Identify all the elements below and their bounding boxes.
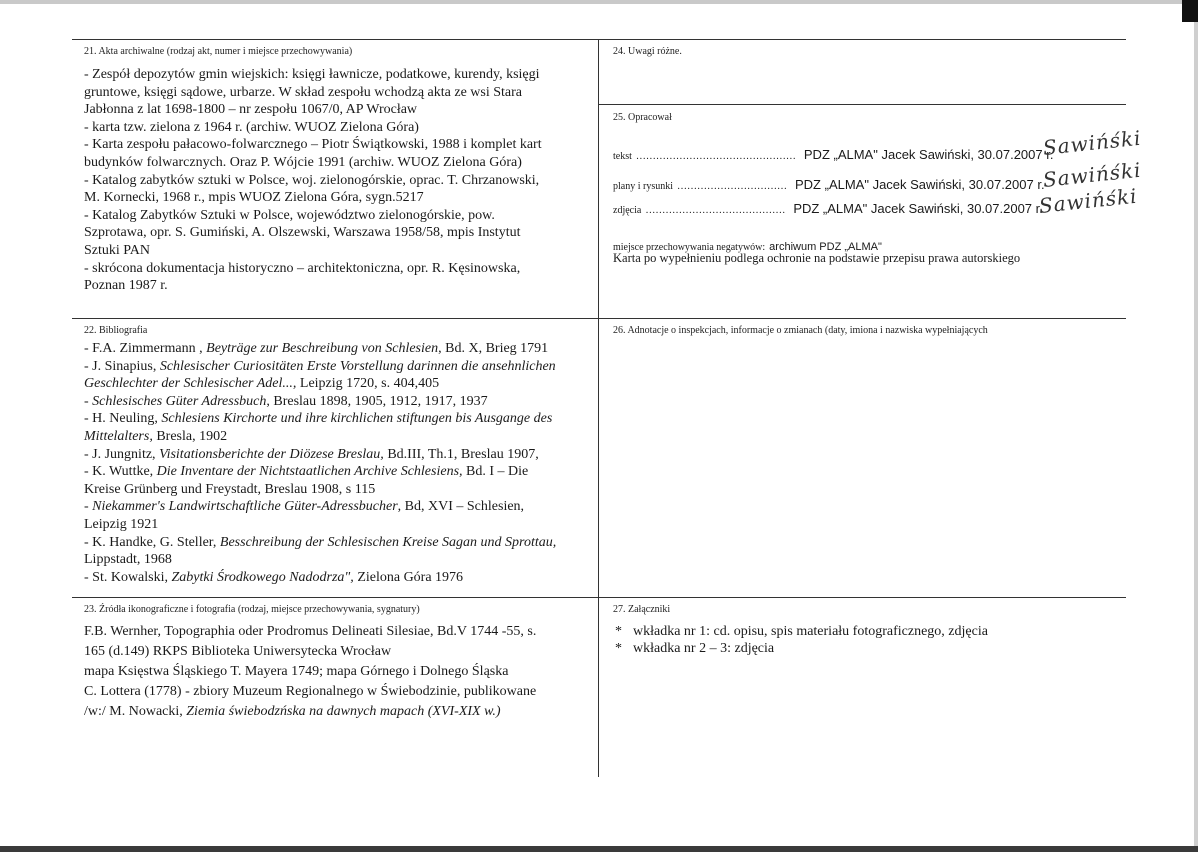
section-21-body: [84, 66, 590, 295]
text-line: Poznan 1987 r.: [84, 278, 168, 294]
text-line: Sztuki PAN: [84, 242, 151, 258]
text-line: - Katalog zabytków sztuki w Polsce, woj. zielonogórskie, oprac. T. Chrzanowski,: [84, 172, 540, 188]
rule-24-25: [598, 104, 1126, 105]
text-line: - K. Wuttke, Die Inventare der Nichtstaatlichen Archive Schlesiens, Bd. I – Die: [84, 464, 529, 480]
text-line: - skrócona dokumentacja historyczno – architektoniczna, opr. R. Kęsinowska,: [84, 260, 521, 276]
text-line: C. Lottera (1778) - zbiory Muzeum Regionalnego w Świebodzinie, publikowane: [84, 684, 537, 699]
text-line: /w:/ M. Nowacki, Ziemia świebodzńska na dawnych mapach (XVI-XIX w.): [84, 704, 501, 719]
text-line: Jabłonna z lat 1698-1800 – nr zespołu 1067/0, AP Wrocław: [84, 102, 418, 118]
text-line: - F.A. Zimmermann , Beyträge zur Beschreibung von Schlesien, Bd. X, Brieg 1791: [84, 341, 549, 356]
signature-3: Sawińśki: [1037, 183, 1139, 218]
section-22-bibliography: [84, 325, 594, 586]
section-27-header: 27. Załączniki: [613, 604, 671, 615]
section-21-archival-records: [84, 46, 590, 295]
negatives-storage: miejsce przechowywania negatywów: archiwum PDZ „ALMA": [613, 241, 882, 253]
prepared-row-plans: plany i rysunki …………………………… PDZ „ALMA" Jacek Sawiński, 30.07.2007 r.: [613, 177, 1045, 192]
text-line: - Katalog Zabytków Sztuki w Polsce, województwo zielonogórskie, pow.: [84, 207, 495, 223]
section-27-attachments: [613, 604, 1123, 657]
text-line: - Karta zespołu pałacowo-folwarcznego – Piotr Świątkowski, 1988 i komplet kart: [84, 137, 542, 153]
text-line: 165 (d.149) RKPS Biblioteka Uniwersytecka Wrocław: [84, 644, 392, 659]
text-line: - J. Sinapius, Schlesischer Curiositäten Erste Vorstellung darinnen die ansehnlichen: [84, 358, 556, 374]
prepared-row-text: tekst ………………………………………… PDZ „ALMA" Jacek Sawiński, 30.07.2007 r.: [613, 147, 1054, 162]
text-line: - K. Handke, G. Steller, Besschreibung der Schlesischen Kreise Sagan und Sprottau,: [84, 534, 557, 550]
text-line: Szprotawa, opr. S. Gumiński, A. Olszewski, Warszawa 1958/58, mpis Instytut: [84, 225, 521, 241]
section-26-inspection-notes: [613, 325, 1123, 337]
text-line: Leipzig 1921: [84, 516, 159, 532]
rule-row1: [72, 318, 1126, 319]
text-line: M. Kornecki, 1968 r., mpis WUOZ Zielona Góra, sygn.5217: [84, 190, 424, 206]
section-23-header: 23. Źródła ikonograficzne i fotografia (rodzaj, miejsce przechowywania, sygnatury): [84, 604, 420, 615]
section-21-header: 21. Akta archiwalne (rodzaj akt, numer i miejsce przechowywania): [84, 46, 353, 57]
text-line: - Niekammer's Landwirtschaftliche Güter-Adressbucher, Bd, XVI – Schlesien,: [84, 499, 525, 515]
text-line: - H. Neuling, Schlesiens Kirchorte und ihre kirchlichen stiftungen bis Ausgange des: [84, 411, 553, 427]
text-line: - J. Jungnitz, Visitationsberichte der Diözese Breslau, Bd.III, Th.1, Breslau 1907,: [84, 446, 539, 462]
copyright-note: Karta po wypełnieniu podlega ochronie na podstawie przepisu prawa autorskiego: [613, 251, 1021, 265]
attachments-list: [613, 623, 1123, 657]
text-line: Lippstadt, 1968: [84, 552, 172, 568]
text-line: Kreise Grünberg und Freystadt, Breslau 1908, s 115: [84, 481, 376, 497]
signature-2: Sawińśki: [1041, 157, 1143, 192]
section-25-prepared-by: [613, 112, 1143, 312]
section-23-body: [84, 622, 594, 722]
signature-1: Sawińśki: [1041, 125, 1143, 160]
text-line: - Zespół depozytów gmin wiejskich: księgi ławnicze, podatkowe, kurendy, księgi: [84, 67, 540, 82]
text-line: - karta tzw. zielona z 1964 r. (archiw. WUOZ Zielona Góra): [84, 119, 419, 135]
section-22-body: [84, 340, 594, 586]
text-line: budynków folwarcznych. Oraz P. Wójcie 1991 (archiw. WUOZ Zielona Góra): [84, 154, 522, 170]
attachment-item: * wkładka nr 1: cd. opisu, spis materiału fotograficznego, zdjęcia: [615, 624, 988, 639]
rule-center: [598, 39, 599, 777]
text-line: Mittelalters, Bresla, 1902: [84, 428, 228, 444]
scan-edge-bottom: [0, 846, 1198, 852]
attachment-item: * wkładka nr 2 – 3: zdjęcia: [615, 641, 775, 656]
scan-corner-mark: [1182, 0, 1198, 22]
text-line: mapa Księstwa Śląskiego T. Mayera 1749; mapa Górnego i Dolnego Śląska: [84, 664, 509, 679]
scan-edge-right: [1194, 0, 1198, 852]
scan-edge-top: [0, 0, 1198, 4]
section-24-remarks: [613, 46, 1113, 58]
section-26-header: 26. Adnotacje o inspekcjach, informacje o zmianach (daty, imiona i nazwiska wypełniających: [613, 325, 988, 336]
text-line: Geschlechter der Schlesischer Adel..., Leipzig 1720, s. 404,405: [84, 376, 440, 392]
prepared-row-photos: zdjęcia …………………………………… PDZ „ALMA" Jacek Sawiński, 30.07.2007 r.: [613, 201, 1043, 216]
section-24-header: 24. Uwagi różne.: [613, 46, 682, 57]
text-line: F.B. Wernher, Topographia oder Prodromus Delineati Silesiae, Bd.V 1744 -55, s.: [84, 624, 537, 639]
section-25-header: 25. Opracował: [613, 112, 672, 123]
text-line: - Schlesisches Güter Adressbuch, Breslau 1898, 1905, 1912, 1917, 1937: [84, 393, 488, 409]
section-22-header: 22. Bibliografia: [84, 325, 148, 336]
section-23-iconographic-sources: [84, 604, 594, 722]
text-line: - St. Kowalski, Zabytki Środkowego Nadodrza", Zielona Góra 1976: [84, 569, 464, 585]
text-line: gruntowe, księgi sądowe, urbarze. W skład zespołu wchodzą akta ze wsi Stara: [84, 84, 523, 100]
rule-top: [72, 39, 1126, 40]
rule-row2: [72, 597, 1126, 598]
